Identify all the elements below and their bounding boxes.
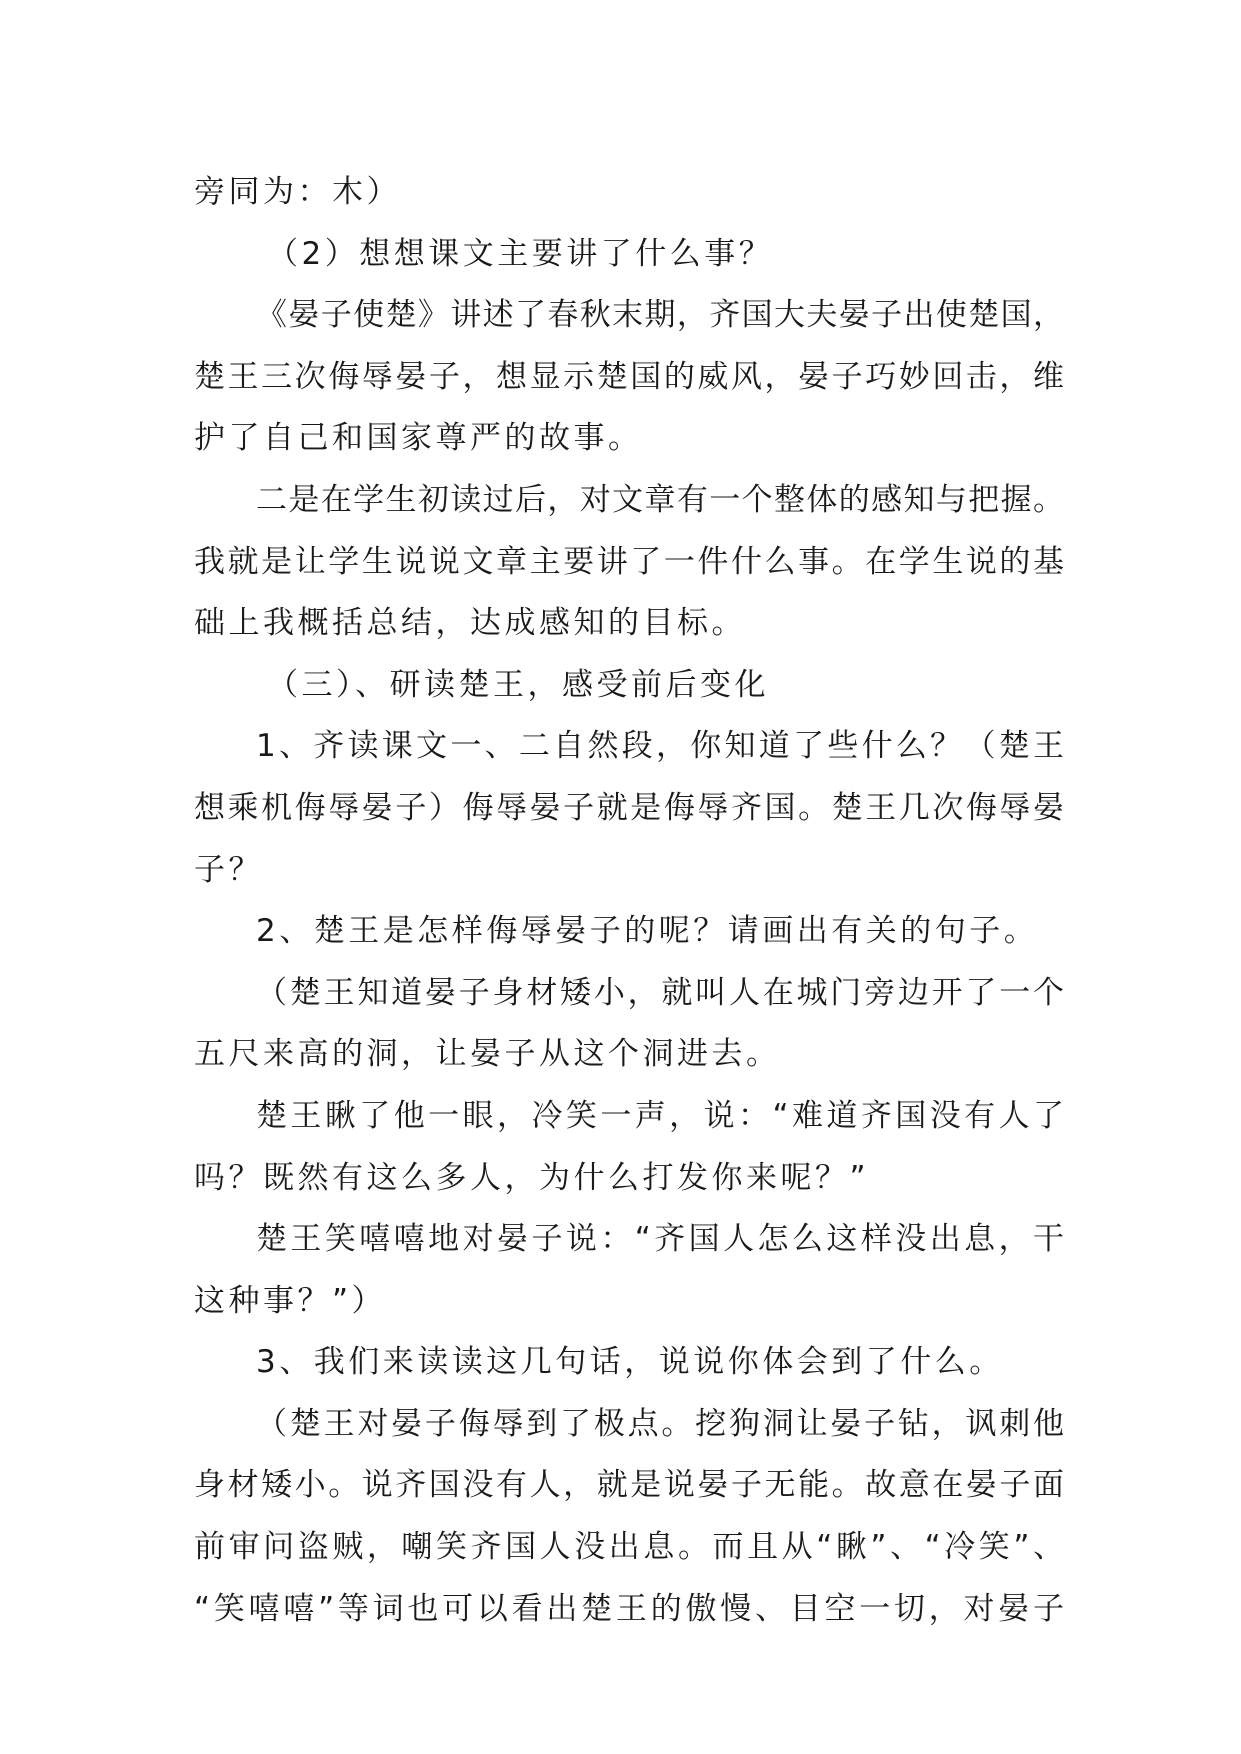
text-line: （楚王知道晏子身材矮小，就叫人在城门旁边开了一个 xyxy=(256,974,1064,1011)
text-line: （楚王对晏子侮辱到了极点。挖狗洞让晏子钻，讽刺他 xyxy=(256,1405,1064,1442)
document-body xyxy=(194,162,1064,1640)
text-line: 旁同为：木） xyxy=(194,174,401,210)
text-line: 2、楚王是怎样侮辱晏子的呢？请画出有关的句子。 xyxy=(256,913,1039,950)
text-line: 二是在学生初读过后，对文章有一个整体的感知与把握。 xyxy=(256,481,1064,518)
text-line: 《晏子使楚》讲述了春秋末期，齐国大夫晏子出使楚国， xyxy=(256,297,1064,334)
text-line: 3、我们来读读这几句话，说说你体会到了什么。 xyxy=(256,1344,1004,1381)
text-line: 五尺来高的洞，让晏子从这个洞进去。 xyxy=(194,1036,781,1073)
text-line: （三）、研读楚王，感受前后变化 xyxy=(267,666,769,703)
text-line: 想乘机侮辱晏子）侮辱晏子就是侮辱齐国。楚王几次侮辱晏 xyxy=(194,789,1064,826)
text-line: （2）想想课文主要讲了什么事？ xyxy=(267,235,774,272)
text-line: 护了自己和国家尊严的故事。 xyxy=(194,420,643,457)
text-line: 1、齐读课文一、二自然段，你知道了些什么？（楚王 xyxy=(256,728,1064,765)
text-line: “笑嘻嘻”等词也可以看出楚王的傲慢、目空一切，对晏子 xyxy=(194,1590,1064,1627)
text-line: 前审问盗贼，嘲笑齐国人没出息。而且从“瞅”、“冷笑”、 xyxy=(194,1529,1064,1566)
text-line: 这种事？”） xyxy=(194,1282,387,1319)
text-line: 楚王瞅了他一眼，冷笑一声，说：“难道齐国没有人了 xyxy=(256,1097,1064,1134)
text-line: 身材矮小。说齐国没有人，就是说晏子无能。故意在晏子面 xyxy=(194,1467,1064,1504)
text-line: 子？ xyxy=(194,851,263,888)
text-line: 我就是让学生说说文章主要讲了一件什么事。在学生说的基 xyxy=(194,543,1064,580)
text-line: 楚王三次侮辱晏子，想显示楚国的威风，晏子巧妙回击，维 xyxy=(194,358,1064,395)
text-line: 楚王笑嘻嘻地对晏子说：“齐国人怎么这样没出息，干 xyxy=(256,1221,1064,1258)
text-line: 吗？既然有这么多人，为什么打发你来呢？” xyxy=(194,1159,870,1196)
text-line: 础上我概括总结，达成感知的目标。 xyxy=(194,605,746,642)
